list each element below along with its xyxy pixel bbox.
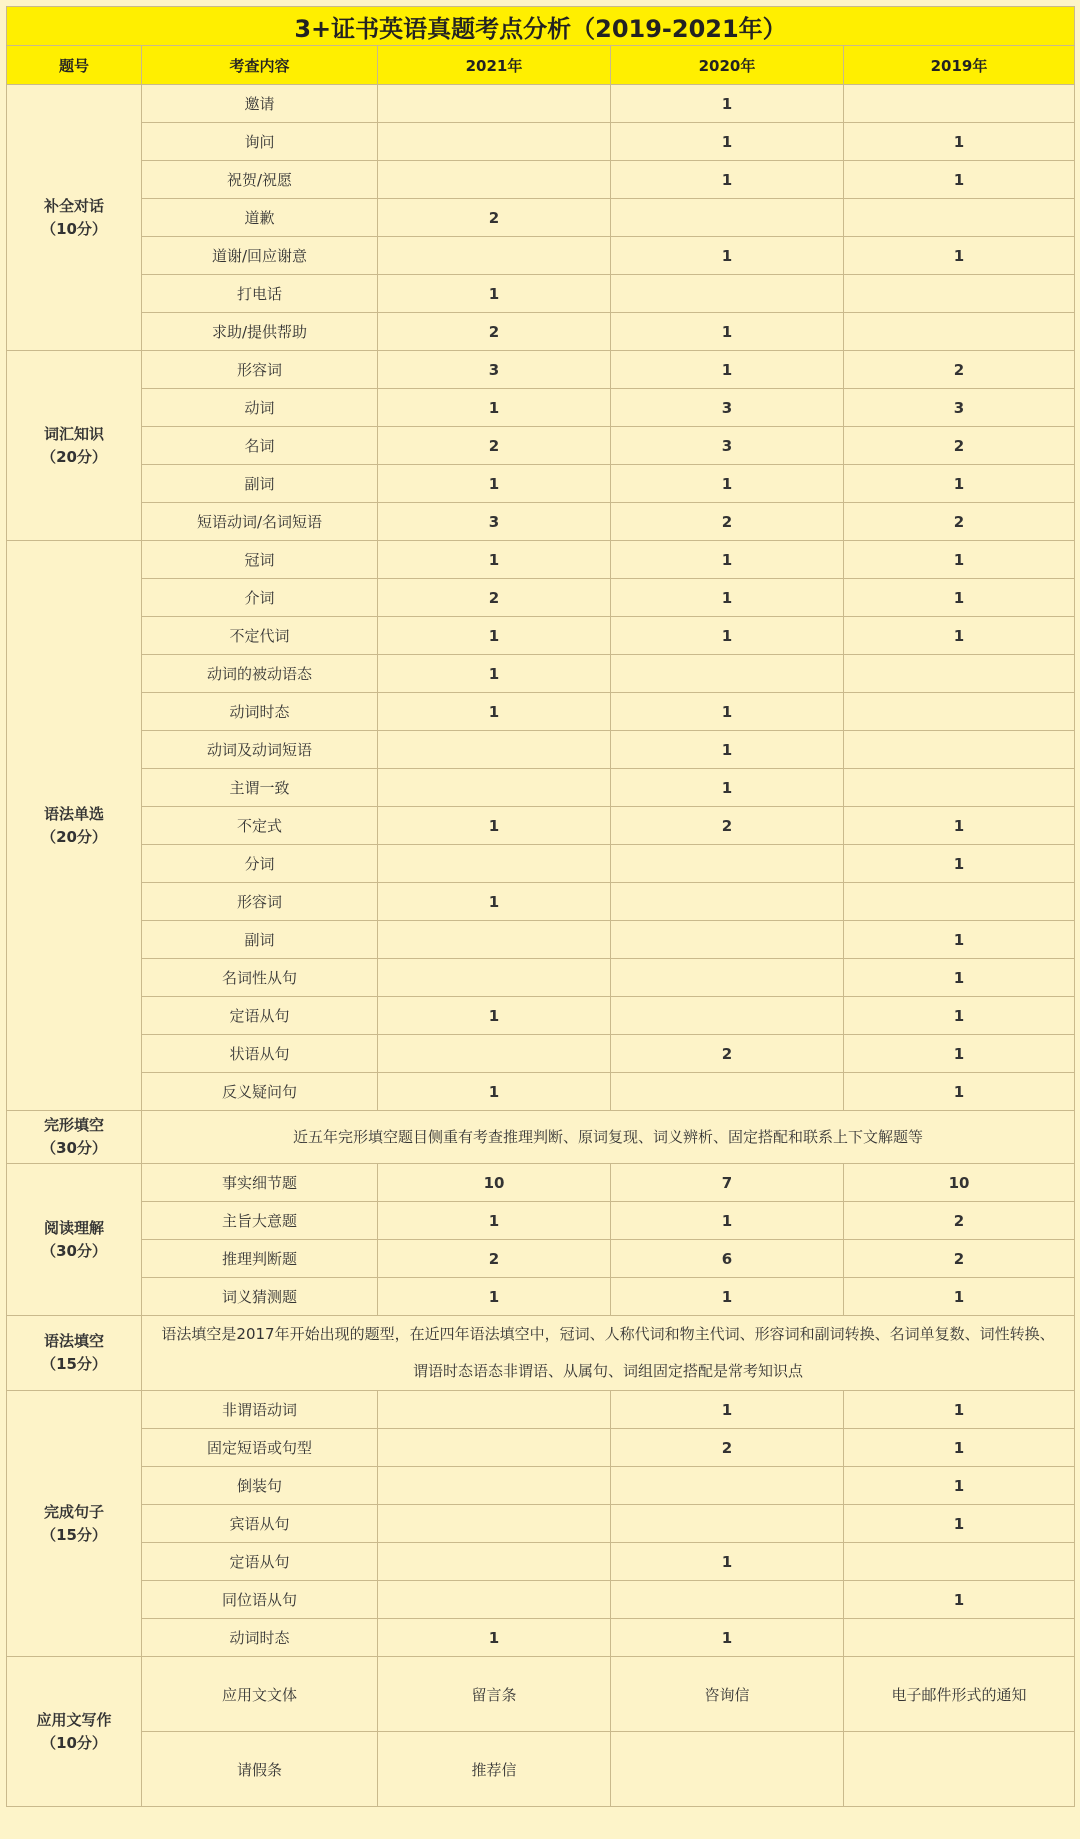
- value-2019: 1: [844, 959, 1075, 997]
- item-cell: 动词及动词短语: [142, 731, 378, 769]
- header-2020: 2020年: [611, 46, 844, 85]
- table-row: [7, 1732, 1075, 1807]
- item-cell: 同位语从句: [142, 1581, 378, 1619]
- item-cell: 反义疑问句: [142, 1073, 378, 1111]
- value-2019: 10: [844, 1164, 1075, 1202]
- value-2021: [378, 769, 611, 807]
- value-2019: 1: [844, 465, 1075, 503]
- value-2020: 1: [611, 1202, 844, 1240]
- item-cell: 道谢/回应谢意: [142, 237, 378, 275]
- table-row: [7, 997, 1075, 1035]
- footer-strip: [0, 1808, 1080, 1839]
- value-2021: 1: [378, 617, 611, 655]
- item-cell: 询问: [142, 123, 378, 161]
- value-2020: [611, 1581, 844, 1619]
- table-row: [7, 541, 1075, 579]
- value-2019: 2: [844, 1240, 1075, 1278]
- section-score: （30分）: [41, 1139, 107, 1157]
- value-2020: [611, 655, 844, 693]
- value-2021: 3: [378, 351, 611, 389]
- value-2021: 1: [378, 997, 611, 1035]
- item-cell: 定语从句: [142, 1543, 378, 1581]
- value-2020: [611, 275, 844, 313]
- value-2021: 1: [378, 465, 611, 503]
- table-row: [7, 313, 1075, 351]
- section-name: 完成句子: [43, 1502, 104, 1521]
- table-row: [7, 731, 1075, 769]
- value-2021: [378, 1505, 611, 1543]
- header-2021: 2021年: [378, 46, 611, 85]
- item-cell: 动词时态: [142, 693, 378, 731]
- table-row: [7, 655, 1075, 693]
- item-cell: 邀请: [142, 85, 378, 123]
- value-2021: 2: [378, 1240, 611, 1278]
- section-label: [7, 1111, 142, 1164]
- value-2020: 1: [611, 693, 844, 731]
- section-score: （30分）: [41, 1241, 107, 1260]
- value-2019: 1: [844, 845, 1075, 883]
- value-2019: 2: [844, 351, 1075, 389]
- value-2019: 3: [844, 389, 1075, 427]
- item-cell: 定语从句: [142, 997, 378, 1035]
- table-row: [7, 1240, 1075, 1278]
- value-2019: 1: [844, 1429, 1075, 1467]
- value-2021: [378, 1035, 611, 1073]
- item-cell: 短语动词/名词短语: [142, 503, 378, 541]
- value-2020: 2: [611, 807, 844, 845]
- value-2019: 1: [844, 921, 1075, 959]
- value-2020: 1: [611, 541, 844, 579]
- section-label: [7, 351, 142, 541]
- value-2020: 1: [611, 731, 844, 769]
- table-row: [7, 883, 1075, 921]
- table-row: [7, 161, 1075, 199]
- value-2020: 1: [611, 161, 844, 199]
- item-cell: 形容词: [142, 351, 378, 389]
- item-cell: 祝贺/祝愿: [142, 161, 378, 199]
- value-2021: [378, 85, 611, 123]
- table-row: [7, 1164, 1075, 1202]
- value-2021: 2: [378, 579, 611, 617]
- value-2019: [844, 313, 1075, 351]
- value-2019: [844, 1732, 1075, 1807]
- value-2020: 1: [611, 351, 844, 389]
- value-2019: 1: [844, 1505, 1075, 1543]
- header-row: [7, 46, 1075, 85]
- value-2020: 咨询信: [611, 1657, 844, 1732]
- value-2021: 推荐信: [378, 1732, 611, 1807]
- value-2021: [378, 1581, 611, 1619]
- value-2020: [611, 959, 844, 997]
- value-2019: 1: [844, 579, 1075, 617]
- section-name: 应用文写作: [36, 1710, 112, 1729]
- table-row: [7, 1391, 1075, 1429]
- value-2021: [378, 161, 611, 199]
- item-cell: 副词: [142, 921, 378, 959]
- section-label: [7, 85, 142, 351]
- section-label: [7, 541, 142, 1111]
- table-row: [7, 845, 1075, 883]
- value-2020: 7: [611, 1164, 844, 1202]
- value-2020: 1: [611, 313, 844, 351]
- value-2021: 1: [378, 389, 611, 427]
- value-2020: [611, 845, 844, 883]
- item-cell: 分词: [142, 845, 378, 883]
- value-2021: 2: [378, 427, 611, 465]
- value-2020: 3: [611, 427, 844, 465]
- header-content: 考查内容: [142, 46, 378, 85]
- value-2020: 2: [611, 503, 844, 541]
- table-row: [7, 1278, 1075, 1316]
- table-row: [7, 1505, 1075, 1543]
- table-row: [7, 1619, 1075, 1657]
- item-cell: 名词: [142, 427, 378, 465]
- value-2021: 1: [378, 1073, 611, 1111]
- value-2021: 1: [378, 275, 611, 313]
- value-2019: 1: [844, 1073, 1075, 1111]
- value-2019: [844, 769, 1075, 807]
- value-2020: [611, 1073, 844, 1111]
- table-row: [7, 693, 1075, 731]
- table-row: [7, 275, 1075, 313]
- value-2019: 2: [844, 503, 1075, 541]
- value-2020: 1: [611, 769, 844, 807]
- item-cell: 主谓一致: [142, 769, 378, 807]
- item-cell: 状语从句: [142, 1035, 378, 1073]
- value-2021: 1: [378, 655, 611, 693]
- table-body: [7, 85, 1075, 1807]
- table-row: [7, 85, 1075, 123]
- value-2021: 2: [378, 199, 611, 237]
- value-2021: 2: [378, 313, 611, 351]
- value-2019: 电子邮件形式的通知: [844, 1657, 1075, 1732]
- section-score: （20分）: [41, 447, 107, 466]
- section-label: [7, 1391, 142, 1657]
- value-2019: 1: [844, 1278, 1075, 1316]
- item-cell: 名词性从句: [142, 959, 378, 997]
- item-cell: 动词的被动语态: [142, 655, 378, 693]
- table-row: [7, 1202, 1075, 1240]
- value-2020: 1: [611, 1543, 844, 1581]
- value-2020: [611, 1732, 844, 1807]
- item-cell: 副词: [142, 465, 378, 503]
- value-2019: [844, 199, 1075, 237]
- section-name: 补全对话: [43, 196, 104, 215]
- page-title: 3+证书英语真题考点分析（2019-2021年）: [7, 7, 1075, 46]
- value-2021: [378, 845, 611, 883]
- value-2021: [378, 237, 611, 275]
- item-cell: 主旨大意题: [142, 1202, 378, 1240]
- value-2021: 1: [378, 883, 611, 921]
- value-2019: 1: [844, 541, 1075, 579]
- section-label: [7, 1316, 142, 1391]
- value-2019: 2: [844, 427, 1075, 465]
- value-2021: 1: [378, 807, 611, 845]
- item-cell: 求助/提供帮助: [142, 313, 378, 351]
- value-2021: 1: [378, 1619, 611, 1657]
- value-2020: 1: [611, 1391, 844, 1429]
- table-row: [7, 503, 1075, 541]
- table-row: [7, 1543, 1075, 1581]
- item-cell: 道歉: [142, 199, 378, 237]
- table-row: [7, 123, 1075, 161]
- table-row: [7, 199, 1075, 237]
- value-2019: [844, 655, 1075, 693]
- analysis-table: [6, 6, 1075, 1807]
- table-row: [7, 1429, 1075, 1467]
- value-2020: [611, 1505, 844, 1543]
- section-score: （10分）: [41, 1733, 107, 1752]
- item-cell: 倒装句: [142, 1467, 378, 1505]
- item-cell: 固定短语或句型: [142, 1429, 378, 1467]
- value-2020: [611, 921, 844, 959]
- value-2021: 1: [378, 1202, 611, 1240]
- value-2020: [611, 199, 844, 237]
- item-cell: 打电话: [142, 275, 378, 313]
- value-2020: 1: [611, 237, 844, 275]
- note-line-2: 谓语时态语态非谓语、从属句、词组固定搭配是常考知识点: [413, 1362, 804, 1380]
- item-cell: 介词: [142, 579, 378, 617]
- value-2020: [611, 883, 844, 921]
- value-2021: [378, 1543, 611, 1581]
- value-2019: 1: [844, 1035, 1075, 1073]
- value-2021: [378, 123, 611, 161]
- value-2019: [844, 85, 1075, 123]
- value-2021: [378, 959, 611, 997]
- section-name: 语法单选: [43, 804, 104, 823]
- value-2021: [378, 731, 611, 769]
- section-score: （15分）: [41, 1525, 107, 1544]
- value-2020: 1: [611, 617, 844, 655]
- value-2020: 2: [611, 1035, 844, 1073]
- table-row: [7, 1657, 1075, 1732]
- table-row: [7, 427, 1075, 465]
- value-2020: 2: [611, 1429, 844, 1467]
- value-2021: 10: [378, 1164, 611, 1202]
- value-2019: 1: [844, 1391, 1075, 1429]
- value-2020: 1: [611, 1278, 844, 1316]
- table-row: [7, 1316, 1075, 1391]
- item-cell: 不定式: [142, 807, 378, 845]
- header-question-no: 题号: [7, 46, 142, 85]
- section-label: [7, 1164, 142, 1316]
- header-2019: 2019年: [844, 46, 1075, 85]
- value-2020: 1: [611, 579, 844, 617]
- table-row: [7, 351, 1075, 389]
- table-row: [7, 959, 1075, 997]
- value-2021: [378, 1429, 611, 1467]
- section-name: 词汇知识: [43, 424, 104, 443]
- value-2019: 1: [844, 617, 1075, 655]
- table-row: [7, 1467, 1075, 1505]
- item-cell: 冠词: [142, 541, 378, 579]
- table-row: [7, 579, 1075, 617]
- note-line-1: 语法填空是2017年开始出现的题型，在近四年语法填空中，冠词、人称代词和物主代词、形容词和副词转换、名词单复数、词性转换、: [161, 1325, 1055, 1343]
- table-row: [7, 1073, 1075, 1111]
- table-row: [7, 1581, 1075, 1619]
- table-row: [7, 465, 1075, 503]
- value-2020: [611, 1467, 844, 1505]
- section-label: [7, 1657, 142, 1807]
- section-note: [142, 1316, 1075, 1391]
- value-2020: 6: [611, 1240, 844, 1278]
- section-score: （10分）: [41, 219, 107, 238]
- value-2019: 1: [844, 161, 1075, 199]
- value-2021: 留言条: [378, 1657, 611, 1732]
- item-cell: 动词时态: [142, 1619, 378, 1657]
- value-2019: 1: [844, 1467, 1075, 1505]
- value-2019: [844, 883, 1075, 921]
- section-note: 近五年完形填空题目侧重有考查推理判断、原词复现、词义辨析、固定搭配和联系上下文解题等: [142, 1111, 1075, 1164]
- section-name: 语法填空: [43, 1332, 104, 1350]
- value-2019: 2: [844, 1202, 1075, 1240]
- value-2019: [844, 693, 1075, 731]
- value-2020: 1: [611, 1619, 844, 1657]
- value-2021: [378, 1391, 611, 1429]
- value-2019: 1: [844, 123, 1075, 161]
- value-2019: [844, 275, 1075, 313]
- value-2019: [844, 1543, 1075, 1581]
- item-cell: 事实细节题: [142, 1164, 378, 1202]
- value-2021: [378, 1467, 611, 1505]
- value-2021: 1: [378, 541, 611, 579]
- item-cell: 宾语从句: [142, 1505, 378, 1543]
- table-row: [7, 617, 1075, 655]
- item-cell: 请假条: [142, 1732, 378, 1807]
- section-score: （20分）: [41, 827, 107, 846]
- item-cell: 应用文文体: [142, 1657, 378, 1732]
- item-cell: 词义猜测题: [142, 1278, 378, 1316]
- value-2020: [611, 997, 844, 1035]
- section-name: 完形填空: [43, 1116, 104, 1134]
- table-row: [7, 389, 1075, 427]
- value-2021: 1: [378, 1278, 611, 1316]
- item-cell: 不定代词: [142, 617, 378, 655]
- value-2019: 1: [844, 997, 1075, 1035]
- item-cell: 非谓语动词: [142, 1391, 378, 1429]
- value-2019: [844, 731, 1075, 769]
- table-row: [7, 769, 1075, 807]
- item-cell: 推理判断题: [142, 1240, 378, 1278]
- value-2019: 1: [844, 1581, 1075, 1619]
- table-row: [7, 1035, 1075, 1073]
- item-cell: 动词: [142, 389, 378, 427]
- value-2020: 3: [611, 389, 844, 427]
- value-2020: 1: [611, 123, 844, 161]
- value-2019: [844, 1619, 1075, 1657]
- value-2020: 1: [611, 465, 844, 503]
- section-name: 阅读理解: [43, 1218, 104, 1237]
- value-2020: 1: [611, 85, 844, 123]
- value-2019: 1: [844, 807, 1075, 845]
- table-row: [7, 237, 1075, 275]
- section-score: （15分）: [41, 1355, 107, 1373]
- value-2021: 3: [378, 503, 611, 541]
- table-row: [7, 807, 1075, 845]
- table-row: [7, 921, 1075, 959]
- item-cell: 形容词: [142, 883, 378, 921]
- value-2021: 1: [378, 693, 611, 731]
- value-2021: [378, 921, 611, 959]
- value-2019: 1: [844, 237, 1075, 275]
- table-row: [7, 1111, 1075, 1164]
